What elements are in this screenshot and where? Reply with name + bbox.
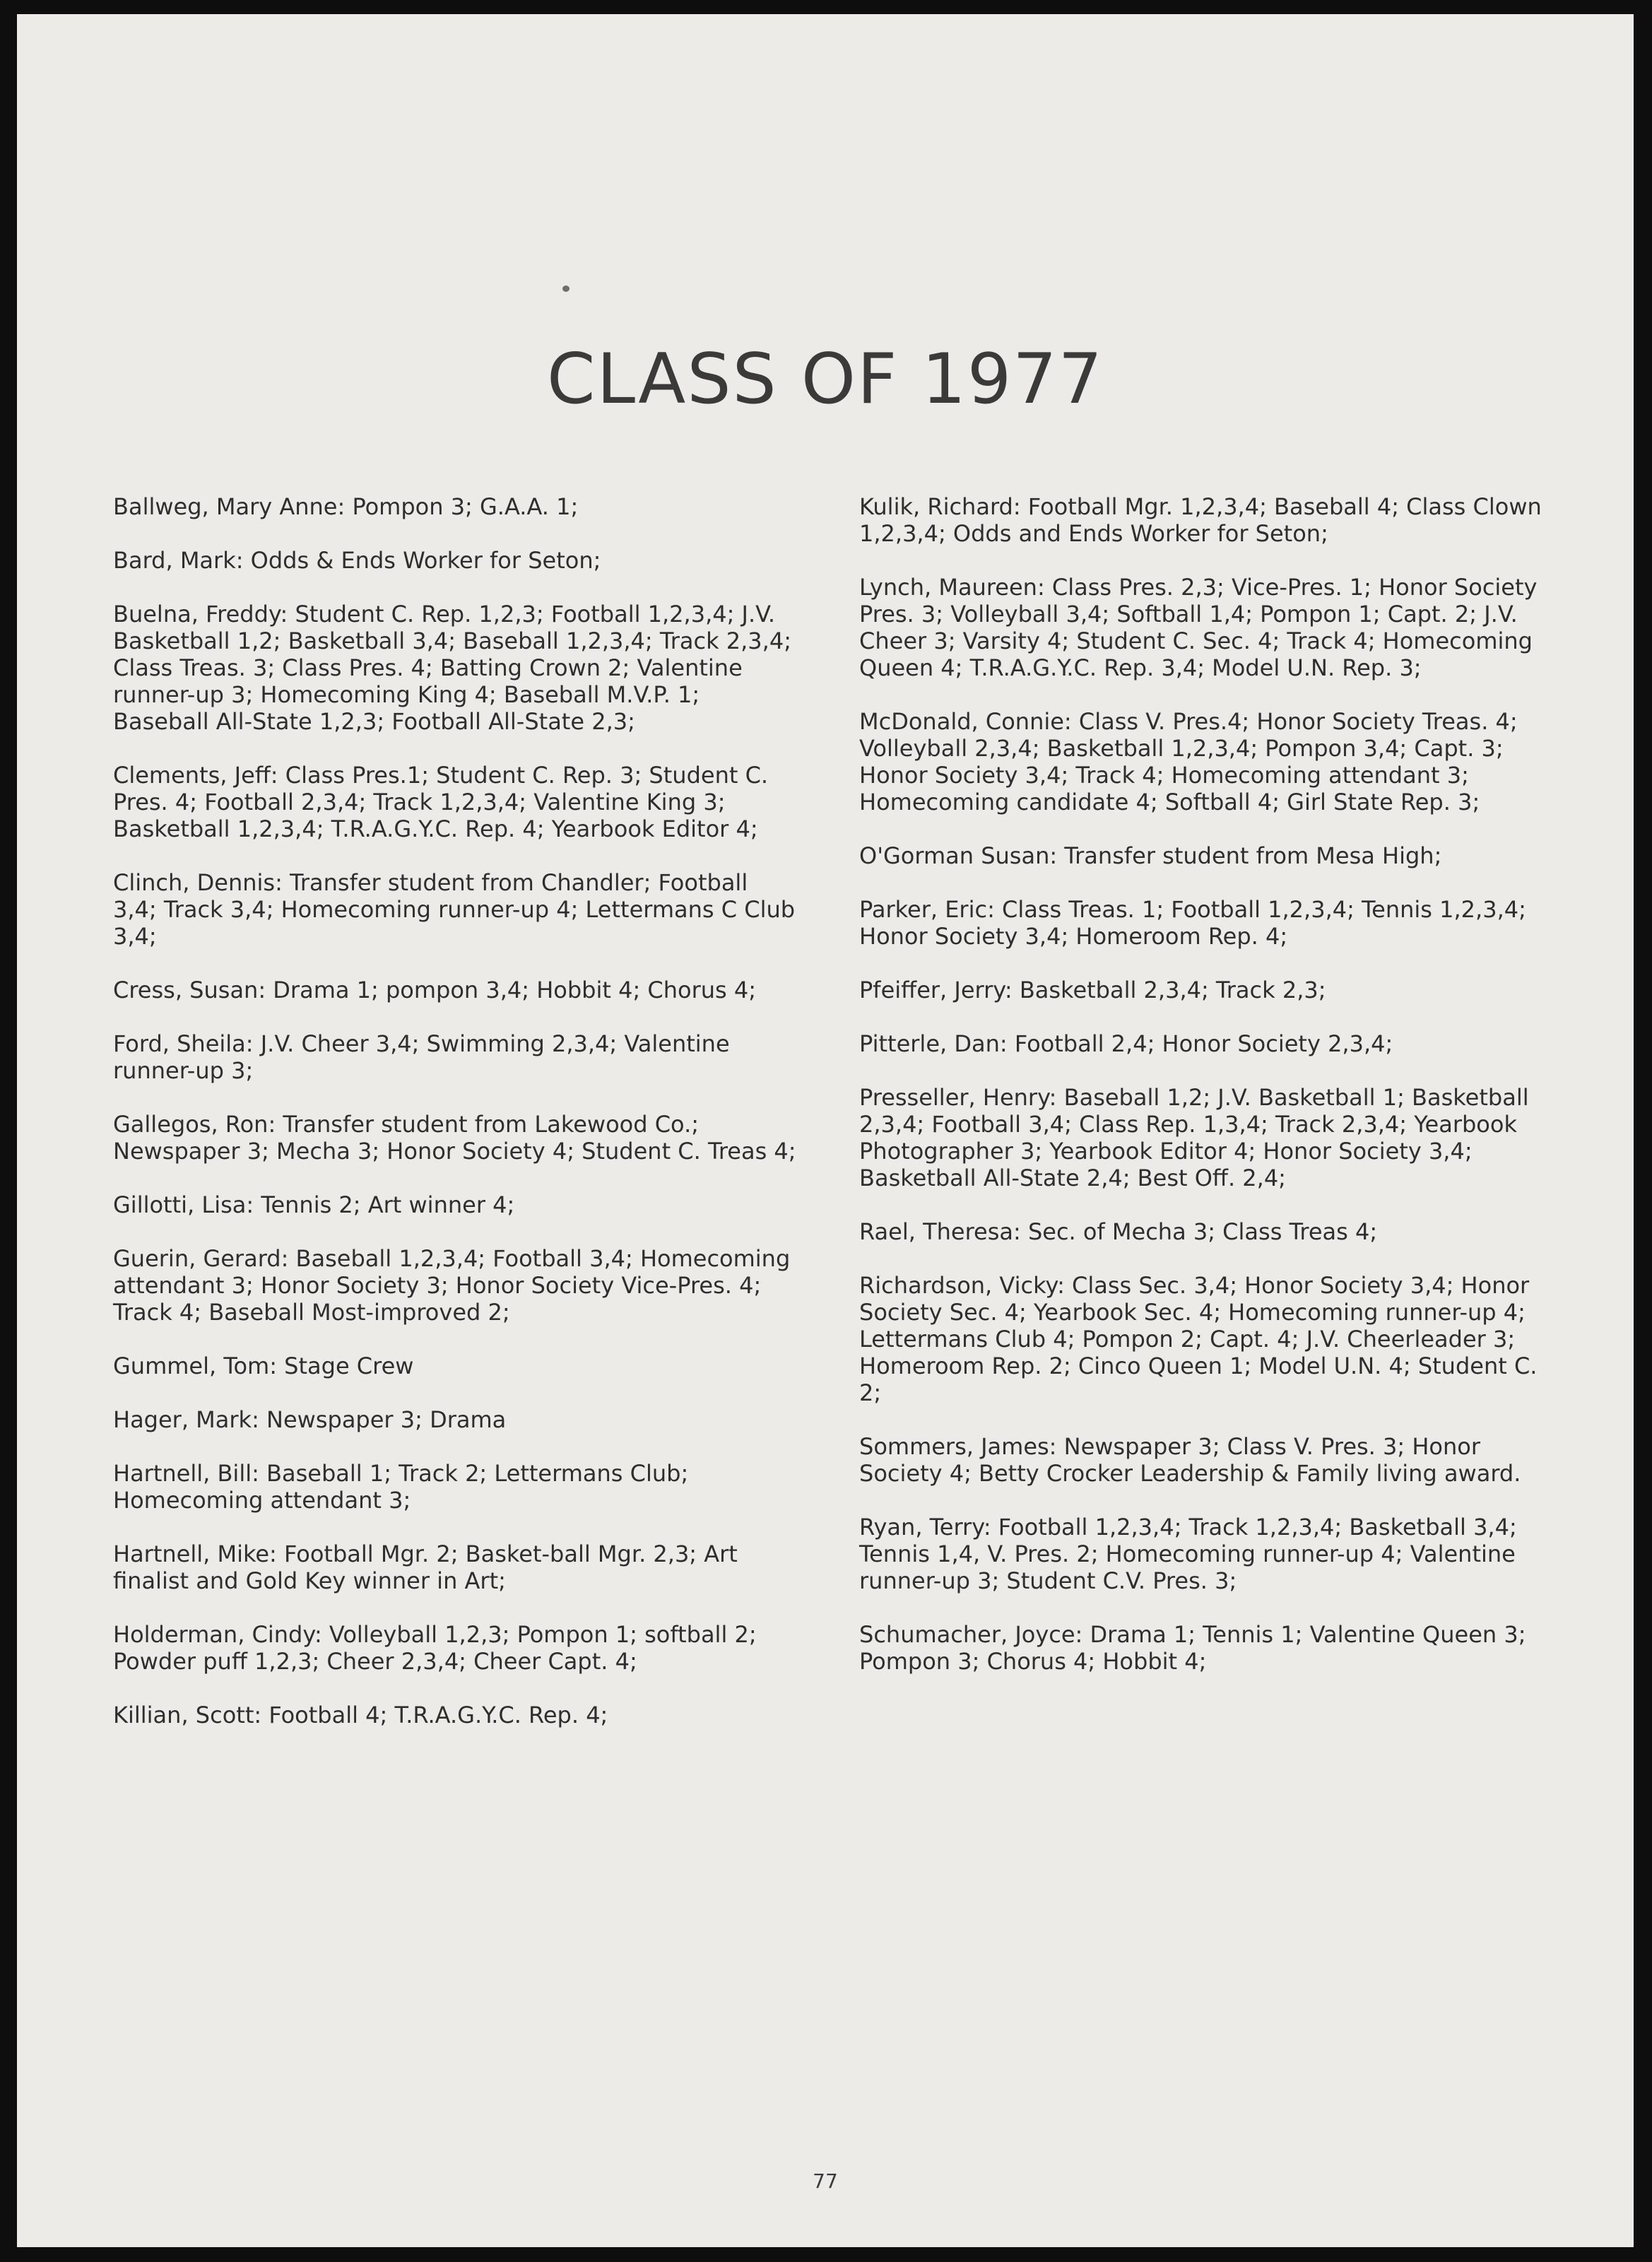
student-entry: Schumacher, Joyce: Drama 1; Tennis 1; Valentine Queen 3; Pompon 3; Chorus 4; Hobbit 4; <box>859 1621 1526 1675</box>
page-title: CLASS OF 1977 <box>547 339 1104 420</box>
student-entry: Cress, Susan: Drama 1; pompon 3,4; Hobbit 4; Chorus 4; <box>113 977 757 1003</box>
student-entry: Bard, Mark: Odds & Ends Worker for Seton; <box>113 547 601 574</box>
student-entry: Buelna, Freddy: Student C. Rep. 1,2,3; Football 1,2,3,4; J.V. Basketball 1,2; Basketball 3,4; Baseball 1,2,3,4; Track 2,3,4; Class Treas. 3; Class Pres. 4; Batting Crown 2; Valentine runner-up 3; Homecoming King 4; Baseball M.V.P. 1; Baseball All-State 1,2,3; Football All-State 2,3; <box>113 601 791 735</box>
page-number: 77 <box>813 2169 838 2193</box>
print-speck <box>562 285 570 292</box>
student-entry: Parker, Eric: Class Treas. 1; Football 1,2,3,4; Tennis 1,2,3,4; Honor Society 3,4; Homeroom Rep. 4; <box>859 896 1526 950</box>
student-entry: Holderman, Cindy: Volleyball 1,2,3; Pompon 1; softball 2; Powder puff 1,2,3; Cheer 2,3,4; Cheer Capt. 4; <box>113 1621 757 1675</box>
student-entry: McDonald, Connie: Class V. Pres.4; Honor Society Treas. 4; Volleyball 2,3,4; Basketball 1,2,3,4; Pompon 3,4; Capt. 3; Honor Society 3,4; Track 4; Homecoming attendant 3; Homecoming candidate 4; Softball 4; Girl State Rep. 3; <box>859 708 1518 815</box>
student-entry: Pfeiffer, Jerry: Basketball 2,3,4; Track 2,3; <box>859 977 1326 1003</box>
student-entry: O'Gorman Susan: Transfer student from Mesa High; <box>859 842 1442 869</box>
student-entry: Ballweg, Mary Anne: Pompon 3; G.A.A. 1; <box>113 493 579 520</box>
student-entry: Killian, Scott: Football 4; T.R.A.G.Y.C. Rep. 4; <box>113 1702 608 1728</box>
student-entry: Hager, Mark: Newspaper 3; Drama <box>113 1406 507 1433</box>
student-entry: Gallegos, Ron: Transfer student from Lakewood Co.; Newspaper 3; Mecha 3; Honor Society 4; Student C. Treas 4; <box>113 1111 796 1165</box>
student-entry: Presseller, Henry: Baseball 1,2; J.V. Basketball 1; Basketball 2,3,4; Football 3,4; Class Rep. 1,3,4; Track 2,3,4; Yearbook Photographer 3; Yearbook Editor 4; Honor Society 3,4; Basketball All-State 2,4; Best Off. 2,4; <box>859 1084 1529 1191</box>
student-entry: Pitterle, Dan: Football 2,4; Honor Society 2,3,4; <box>859 1030 1393 1057</box>
student-entry: Ryan, Terry: Football 1,2,3,4; Track 1,2,3,4; Basketball 3,4; Tennis 1,4, V. Pres. 2; Homecoming runner-up 4; Valentine runner-up 3; Student C.V. Pres. 3; <box>859 1514 1517 1594</box>
student-entry: Lynch, Maureen: Class Pres. 2,3; Vice-Pres. 1; Honor Society Pres. 3; Volleyball 3,4; Softball 1,4; Pompon 1; Capt. 2; J.V. Cheer 3; Varsity 4; Student C. Sec. 4; Track 4; Homecoming Queen 4; T.R.A.G.Y.C. Rep. 3,4; Model U.N. Rep. 3; <box>859 574 1538 681</box>
student-entry: Clinch, Dennis: Transfer student from Chandler; Football 3,4; Track 3,4; Homecoming runner-up 4; Lettermans C Club 3,4; <box>113 869 796 950</box>
student-entry: Hartnell, Bill: Baseball 1; Track 2; Lettermans Club; Homecoming attendant 3; <box>113 1460 689 1514</box>
student-entry: Kulik, Richard: Football Mgr. 1,2,3,4; Baseball 4; Class Clown 1,2,3,4; Odds and Ends Worker for Seton; <box>859 493 1542 547</box>
left-column <box>113 493 798 1755</box>
student-entry: Gillotti, Lisa: Tennis 2; Art winner 4; <box>113 1191 515 1218</box>
student-entry: Sommers, James: Newspaper 3; Class V. Pres. 3; Honor Society 4; Betty Crocker Leadership & Family living award. <box>859 1433 1521 1487</box>
yearbook-page <box>17 14 1634 2247</box>
right-column <box>859 493 1566 1702</box>
student-entry: Rael, Theresa: Sec. of Mecha 3; Class Treas 4; <box>859 1218 1378 1245</box>
student-entry: Ford, Sheila: J.V. Cheer 3,4; Swimming 2,3,4; Valentine runner-up 3; <box>113 1030 730 1084</box>
student-entry: Clements, Jeff: Class Pres.1; Student C. Rep. 3; Student C. Pres. 4; Football 2,3,4; Track 1,2,3,4; Valentine King 3; Basketball 1,2,3,4; T.R.A.G.Y.C. Rep. 4; Yearbook Editor 4; <box>113 762 769 842</box>
student-entry: Hartnell, Mike: Football Mgr. 2; Basket-ball Mgr. 2,3; Art finalist and Gold Key winner in Art; <box>113 1541 738 1594</box>
student-entry: Richardson, Vicky: Class Sec. 3,4; Honor Society 3,4; Honor Society Sec. 4; Yearbook Sec. 4; Homecoming runner-up 4; Lettermans Club 4; Pompon 2; Capt. 4; J.V. Cheerleader 3; Homeroom Rep. 2; Cinco Queen 1; Model U.N. 4; Student C. 2; <box>859 1272 1538 1406</box>
student-entry: Guerin, Gerard: Baseball 1,2,3,4; Football 3,4; Homecoming attendant 3; Honor Society 3; Honor Society Vice-Pres. 4; Track 4; Baseball Most-improved 2; <box>113 1245 791 1326</box>
student-entry: Gummel, Tom: Stage Crew <box>113 1353 414 1379</box>
